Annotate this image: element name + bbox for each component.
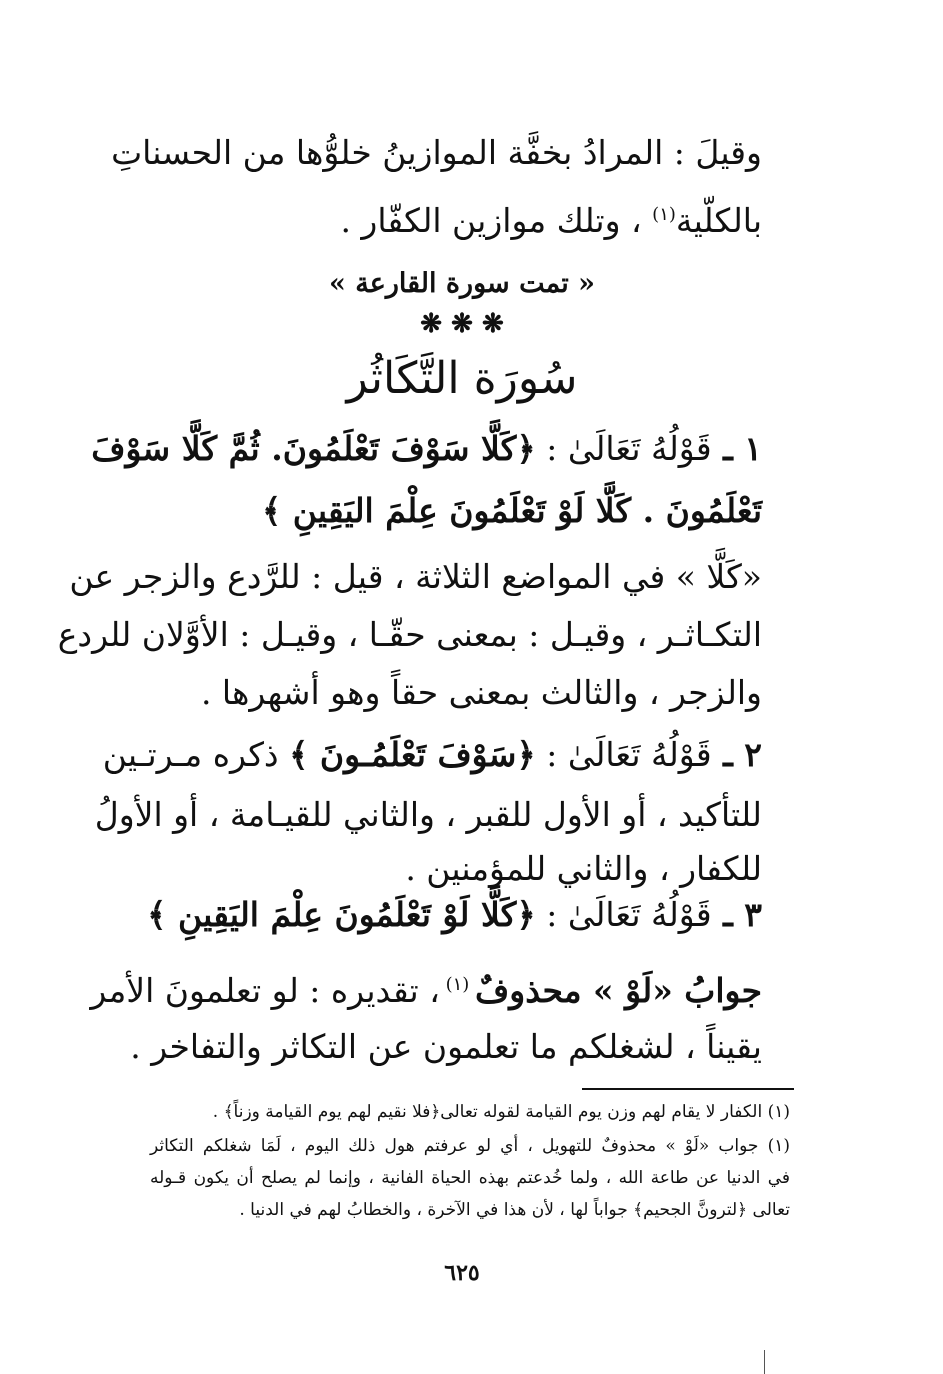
verse-number: ٢ ـ <box>711 735 762 774</box>
verse-number: ٣ ـ <box>711 895 762 934</box>
separator-stars: ❋ ❋ ❋ <box>420 309 504 339</box>
verse-intro: قَوْلُهُ تَعَالَىٰ : <box>535 735 712 774</box>
quran-text: ﴿كَلَّا سَوْفَ تَعْلَمُونَ. ثُمَّ كَلَّا سَوْفَ <box>91 429 536 468</box>
text: بالكلّية <box>675 201 762 240</box>
quran-text: ﴿سَوْفَ تَعْلَمُـونَ ﴾ <box>289 735 536 774</box>
text: ، تقديره : لو تعلمونَ الأمر <box>90 971 440 1010</box>
text: ذكره مـرتـين <box>102 735 290 774</box>
verse-intro: قَوْلُهُ تَعَالَىٰ : <box>535 895 712 934</box>
paragraph-line: يقيناً ، لشغلكم ما تعلمون عن التكاثر والتفاخر . <box>130 1027 762 1066</box>
paragraph-line: التكـاثـر ، وقيـل : بمعنى حقّـا ، وقيـل : الأوَّلان للردع <box>57 615 762 654</box>
verse-number: ١ ـ <box>711 429 762 468</box>
text: ، وتلك موازين الكفّار . <box>340 201 653 240</box>
footnote: (١) الكفار لا يقام لهم وزن يوم القيامة لقوله تعالى﴿فلا نقيم لهم يوم القيامة وزناً﴾ . <box>212 1102 790 1122</box>
paragraph-line <box>111 120 762 186</box>
footnote-line: تعالى ﴿لترونَّ الجحيم﴾ جواباً لها ، لأن هذا في الآخرة ، والخطابُ لهم في الدنيا . <box>239 1200 790 1220</box>
quran-text: ﴿كَلَّا لَوْ تَعْلَمُونَ عِلْمَ اليَقِينِ ﴾ <box>147 895 536 934</box>
verse-line <box>147 882 762 948</box>
paragraph-line <box>162 182 762 254</box>
footnote-ref: (١) <box>439 974 476 995</box>
verse-line <box>102 722 762 788</box>
footnote-line: في الدنيا عن طاعة الله ، ولما خُدعتم بهذه الحياة الفانية ، وإنما لم يصلح أن يكون قـوله <box>150 1168 790 1188</box>
paragraph-line: «كَلَّا » في المواضع الثلاثة ، قيل : للرَّدع والزجر عن <box>69 557 762 596</box>
paragraph-line: والزجر ، والثالث بمعنى حقاً وهو أشهرها . <box>200 673 762 712</box>
footnote-ref: (١) <box>652 204 676 225</box>
footnote-line: (١) جواب «لَوْ » محذوفٌ للتهويل ، أي لو عرفتم هول ذلك اليوم ، لَمَا شغلكم التكاثر <box>150 1136 790 1156</box>
verse-intro: قَوْلُهُ تَعَالَىٰ : <box>535 429 712 468</box>
page-number: ٦٢٥ <box>444 1260 480 1286</box>
quran-text: تَعْلَمُونَ . كَلَّا لَوْ تَعْلَمُونَ عِلْمَ اليَقِينِ ﴾ <box>261 491 762 530</box>
verse-line <box>91 416 762 482</box>
surah-end-marker: « تمت سورة القارعة » <box>329 268 595 299</box>
text: جوابُ «لَوْ » محذوفٌ <box>475 971 762 1010</box>
paragraph-line: للكفار ، والثاني للمؤمنين . <box>405 849 762 888</box>
paragraph-line: للتأكيد ، أو الأول للقبر ، والثاني للقيـامة ، أو الأولُ <box>94 795 762 834</box>
scan-mark <box>764 1350 765 1374</box>
text: وقيلَ : المرادُ بخفَّة الموازينُ خلوُّها من الحسناتِ <box>111 133 762 172</box>
verse-line <box>162 478 762 544</box>
footnote-divider <box>582 1088 794 1090</box>
surah-title: سُورَة التَّكَاثُر <box>346 353 578 404</box>
